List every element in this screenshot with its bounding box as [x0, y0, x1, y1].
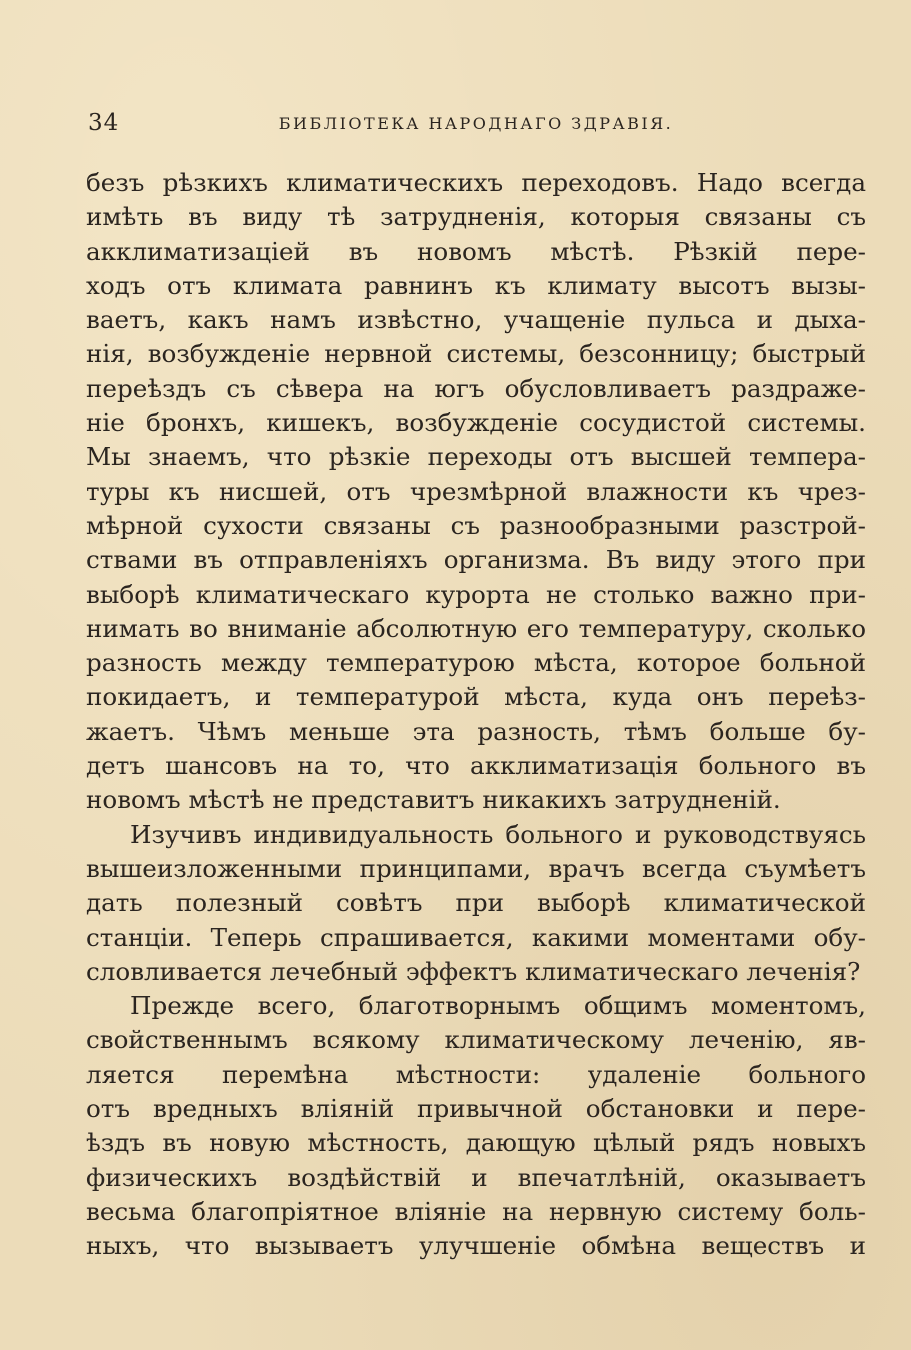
text-line: отъ вредныхъ вліяній привычной обстановки и пере-: [86, 1094, 866, 1124]
text-line: безъ рѣзкихъ климатическихъ переходовъ. Надо всегда: [86, 168, 866, 197]
text-line: станціи. Теперь спрашивается, какими моментами обу-: [86, 922, 866, 952]
running-title: БИБЛІОТЕКА НАРОДНАГО ЗДРАВІЯ.: [278, 114, 674, 133]
running-head: [88, 110, 864, 140]
text-line: ляется перемѣна мѣстности: удаленіе больного: [86, 1059, 866, 1089]
text-line: физическихъ воздѣйствій и впечатлѣній, оказываетъ: [86, 1162, 866, 1192]
text-line: ніе бронхъ, кишекъ, возбужденіе сосудистой системы.: [86, 408, 866, 438]
text-line: дать полезный совѣтъ при выборѣ климатической: [86, 888, 866, 918]
text-line: Мы знаемъ, что рѣзкіе переходы отъ высшей темпера-: [86, 442, 866, 472]
text-line: вышеизложенными принципами, врачъ всегда съумѣетъ: [86, 853, 866, 883]
text-line: нія, возбужденіе нервной системы, безсонницу; быстрый: [86, 339, 866, 369]
page-number: 34: [88, 110, 120, 136]
text-line: туры къ нисшей, отъ чрезмѣрной влажности къ чрез-: [86, 476, 866, 506]
text-line: ствами въ отправленіяхъ организма. Въ виду этого при: [86, 545, 866, 575]
text-line: ваетъ, какъ намъ извѣстно, учащеніе пульса и дыха-: [86, 305, 866, 335]
text-line: нимать во вниманіе абсолютную его температуру, сколько: [86, 613, 866, 643]
text-line: жаетъ. Чѣмъ меньше эта разность, тѣмъ больше бу-: [86, 716, 866, 746]
text-line: весьма благопріятное вліяніе на нервную систему боль-: [86, 1196, 866, 1226]
text-line: свойственнымъ всякому климатическому леченію, яв-: [86, 1025, 866, 1055]
text-line: новомъ мѣстѣ не представитъ никакихъ затрудненій.: [86, 785, 781, 815]
text-line: мѣрной сухости связаны съ разнообразными разстрой-: [86, 510, 866, 540]
text-line: переѣздъ съ сѣвера на югъ обусловливаетъ раздраже-: [86, 373, 866, 403]
text-line: Изучивъ индивидуальность больного и руководствуясь: [130, 819, 866, 849]
text-line: Прежде всего, благотворнымъ общимъ моментомъ,: [130, 991, 866, 1021]
text-line: выборѣ климатическаго курорта не столько важно при-: [86, 579, 866, 609]
body-text: [86, 166, 866, 1264]
text-line: ходъ отъ климата равнинъ къ климату высотъ вызы-: [86, 270, 866, 300]
text-line: разность между температурою мѣста, которое больной: [86, 648, 866, 678]
text-line: ныхъ, что вызываетъ улучшеніе обмѣна веществъ и: [86, 1231, 866, 1261]
text-line: покидаетъ, и температурой мѣста, куда онъ переѣз-: [86, 682, 866, 712]
text-line: ѣздъ въ новую мѣстность, дающую цѣлый рядъ новыхъ: [86, 1128, 866, 1158]
text-line: акклиматизаціей въ новомъ мѣстѣ. Рѣзкій пере-: [86, 236, 866, 266]
text-line: словливается лечебный эффектъ климатическаго леченія?: [86, 956, 861, 986]
text-line: детъ шансовъ на то, что акклиматизація больного въ: [86, 751, 866, 781]
text-line: имѣть въ виду тѣ затрудненія, которыя связаны съ: [86, 202, 866, 232]
